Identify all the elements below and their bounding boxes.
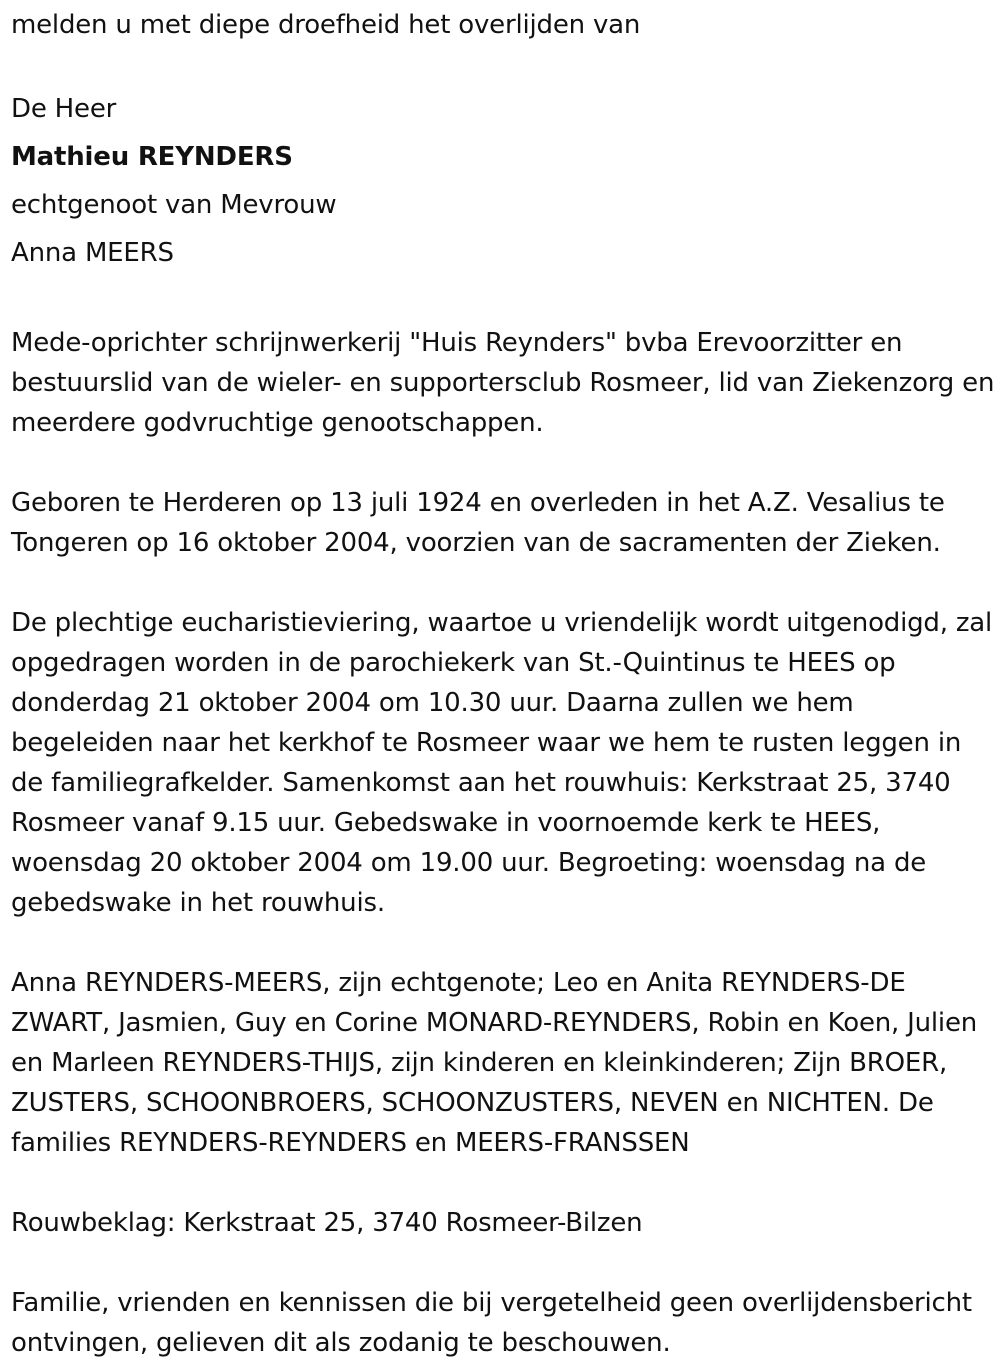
birth-death-paragraph: Geboren te Herderen op 13 juli 1924 en overleden in het A.Z. Vesalius te Tongeren op 16 oktober 2004, voorzien van de sacramenten der Zieken.: [11, 488, 945, 558]
family-paragraph: Anna REYNDERS-MEERS, zijn echtgenote; Leo en Anita REYNDERS-DE ZWART, Jasmien, Guy en Corine MONARD-REYNDERS, Robin en Koen, Julien en Marleen REYNDERS-THIJS, zijn kinderen en kleinkinderen; Zijn BROER, ZUSTERS, SCHOONBROERS, SCHOONZUSTERS, NEVEN en NICHTEN. De families REYNDERS-REYNDERS en MEERS-FRANSSEN: [11, 968, 978, 1158]
intro-text: melden u met diepe droefheid het overlijden van: [11, 10, 641, 40]
obituary-notice: [11, 0, 996, 1363]
spouse-line: echtgenoot van Mevrouw: [11, 190, 337, 220]
closing-paragraph: Familie, vrienden en kennissen die bij vergetelheid geen overlijdensbericht ontvingen, gelieven dit als zodanig te beschouwen.: [11, 1288, 972, 1358]
spouse-name: Anna MEERS: [11, 238, 174, 268]
ceremony-paragraph: De plechtige eucharistieviering, waartoe u vriendelijk wordt uitgenodigd, zal opgedragen worden in de parochiekerk van St.-Quintinus te HEES op donderdag 21 oktober 2004 om 10.30 uur. Daarna zullen we hem begeleiden naar het kerkhof te Rosmeer waar we hem te rusten leggen in de familiegrafkelder. Samenkomst aan het rouwhuis: Kerkstraat 25, 3740 Rosmeer vanaf 9.15 uur. Gebedswake in voornoemde kerk te HEES, woensdag 20 oktober 2004 om 19.00 uur. Begroeting: woensdag na de gebedswake in het rouwhuis.: [11, 608, 993, 918]
roles-paragraph: Mede-oprichter schrijnwerkerij "Huis Reynders" bvba Erevoorzitter en bestuurslid van de wieler- en supportersclub Rosmeer, lid van Ziekenzorg en meerdere godvruchtige genootschappen.: [11, 328, 995, 438]
condolence-address: Rouwbeklag: Kerkstraat 25, 3740 Rosmeer-Bilzen: [11, 1208, 643, 1238]
honorific: De Heer: [11, 94, 117, 124]
deceased-name: Mathieu REYNDERS: [11, 142, 293, 172]
